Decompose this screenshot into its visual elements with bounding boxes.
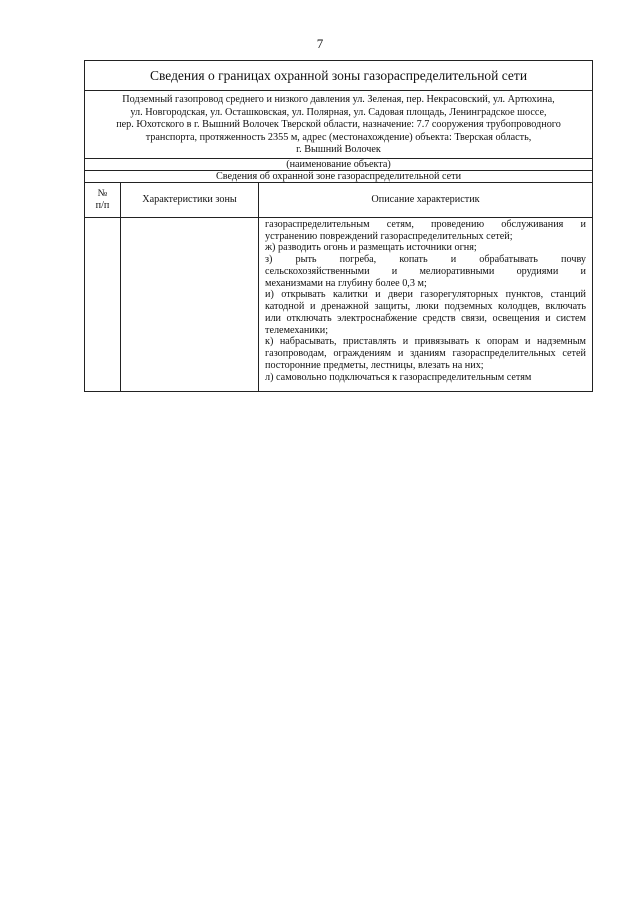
description-line: или отключать электроснабжение средств связи, освещения и систем	[265, 312, 586, 324]
header-zone-characteristics: Характеристики зоны	[121, 182, 259, 217]
description-line: устранению повреждений газораспределительных сетей;	[265, 230, 513, 242]
description-line: механизмами на глубину более 0,3 м;	[265, 277, 427, 289]
description-line: катодной и дренажной защиты, люки подземных колодцев, включать	[265, 301, 586, 313]
section-title: Сведения об охранной зоне газораспределительной сети	[85, 170, 593, 182]
header-number: № п/п	[85, 182, 121, 217]
row-description-cell	[259, 217, 593, 391]
description-line: газораспределительным сетям, проведению обслуживания и	[265, 218, 586, 230]
description-line: газопроводам, ограждениям и зданиям газораспределительных сетей	[265, 348, 586, 360]
description-line: телемеханики;	[265, 324, 329, 336]
row-characteristics-cell	[121, 217, 259, 391]
object-name: Подземный газопровод среднего и низкого давления ул. Зеленая, пер. Некрасовский, ул. Артюхина, ул. Новгородская, ул. Осташковская, ул. Полярная, ул. Садовая площадь, Ленинградское шоссе, пер. Юхотского в г. Вышний Волочек Тверской области, назначение: 7.7 сооружения трубопроводного транспорта, протяженность 2355 м, адрес (местонахождение) объекта: Тверская область, г. Вышний Волочек	[85, 91, 593, 159]
description-line: ж) разводить огонь и размещать источники огня;	[265, 242, 477, 254]
table-title: Сведения о границах охранной зоны газораспределительной сети	[85, 61, 593, 91]
page-number: 7	[316, 36, 324, 51]
row-number-cell	[85, 217, 121, 391]
description-line: з) рыть погреба, копать и обрабатывать почву	[265, 254, 586, 266]
protection-zone-table	[84, 60, 593, 392]
description-line: сельскохозяйственными и мелиоративными орудиями и	[265, 265, 586, 277]
object-name-caption: (наименование объекта)	[85, 158, 593, 170]
description-line: л) самовольно подключаться к газораспределительным сетям	[265, 371, 532, 383]
description-line: и) открывать калитки и двери газорегуляторных пунктов, станций	[265, 289, 586, 301]
description-line: посторонние предметы, лестницы, влезать на них;	[265, 359, 484, 371]
header-description: Описание характеристик	[259, 182, 593, 217]
description-line: к) набрасывать, приставлять и привязывать к опорам и надземным	[265, 336, 586, 348]
